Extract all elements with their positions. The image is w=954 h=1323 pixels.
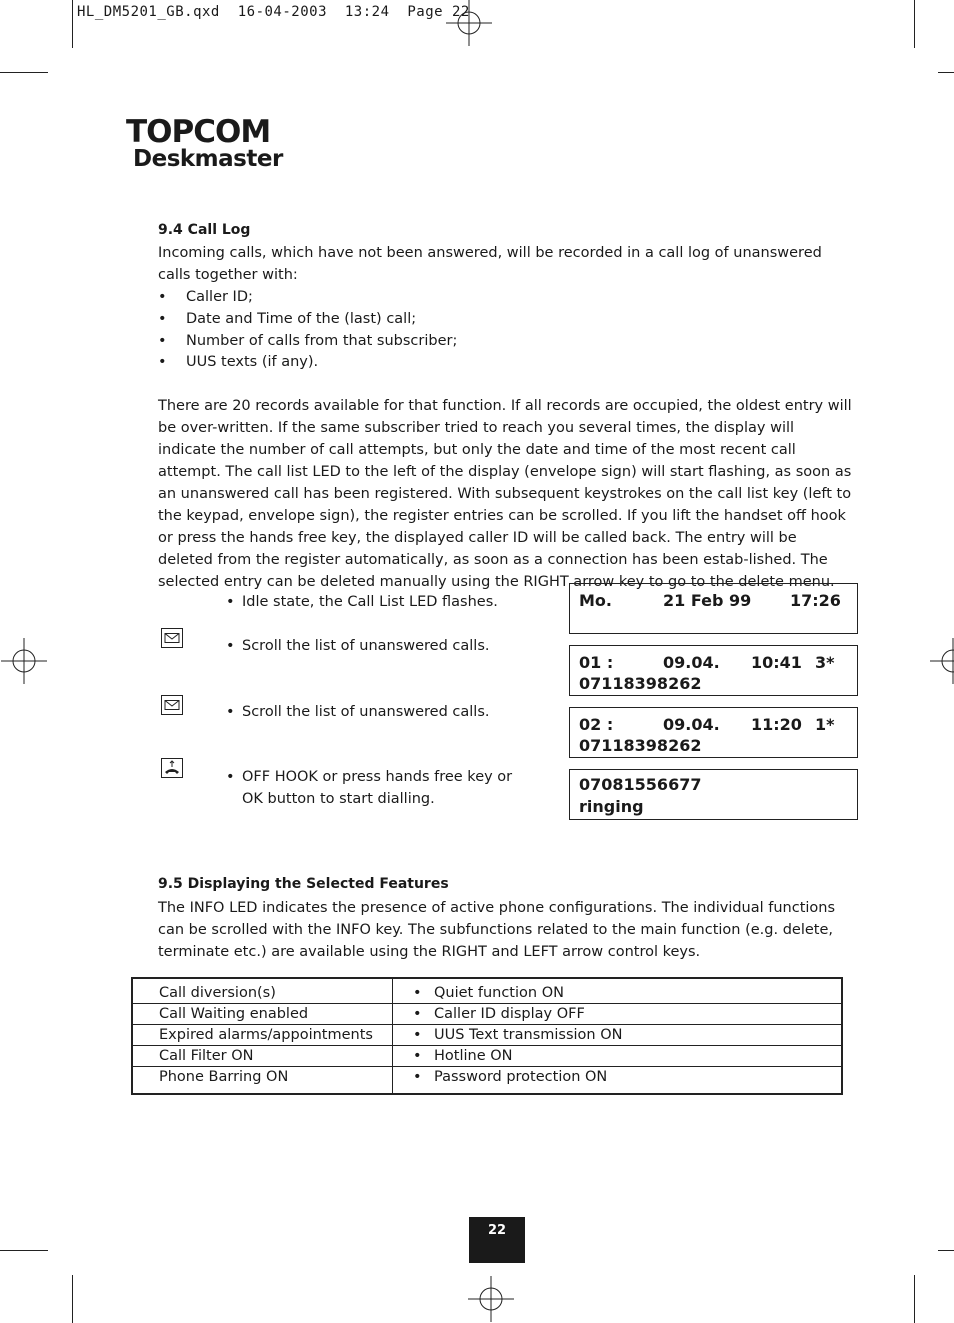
- table-row: [132, 1067, 842, 1095]
- lcd-display: 07081556677 ringing: [569, 769, 858, 820]
- svg-text:TOPCOM: TOPCOM: [126, 114, 271, 146]
- step-item: • Idle state, the Call List LED flashes.: [226, 594, 498, 610]
- table-row: [132, 1004, 842, 1025]
- table-cell: Call Filter ON: [132, 1046, 393, 1067]
- list-item: • Caller ID;: [158, 289, 253, 305]
- crop-mark: [938, 72, 954, 73]
- crop-mark: [72, 1275, 73, 1323]
- topcom-logo: [126, 112, 276, 146]
- table-cell: • Quiet function ON: [393, 978, 843, 1004]
- page-number: 22: [469, 1217, 525, 1263]
- list-item: • Date and Time of the (last) call;: [158, 311, 417, 327]
- registration-mark-icon: [930, 638, 954, 684]
- step-item: • Scroll the list of unanswered calls.: [226, 638, 490, 654]
- crop-mark: [0, 1250, 48, 1251]
- envelope-key-icon: [161, 695, 183, 715]
- table-cell: • Caller ID display OFF: [393, 1004, 843, 1025]
- step-item: • OFF HOOK or press hands free key or OK button to start dialling.: [226, 769, 513, 807]
- step-item: • Scroll the list of unanswered calls.: [226, 704, 490, 720]
- table-cell: • Hotline ON: [393, 1046, 843, 1067]
- registration-mark-icon: [1, 638, 47, 684]
- table-cell: • Password protection ON: [393, 1067, 843, 1095]
- list-item: • Number of calls from that subscriber;: [158, 333, 458, 349]
- crop-mark: [914, 0, 915, 48]
- section-heading-call-log: 9.4 Call Log: [158, 222, 251, 238]
- table-cell: Expired alarms/appointments: [132, 1025, 393, 1046]
- registration-mark-icon: [468, 1276, 514, 1322]
- file-slug-header: HL_DM5201_GB.qxd 16-04-2003 13:24 Page 22: [77, 4, 470, 20]
- lcd-display: 02 : 09.04. 11:20 1* 07118398262: [569, 707, 858, 758]
- call-log-body: There are 20 records available for that function. If all records are occupied, the oldest entry will be over-written. If the same subscriber tried to reach you several times, the display will indicate the number of call attempts, but only the date and time of the most recent call attempt. The call list LED to the left of the display (envelope sign) will start flashing, as soon as an unanswered call has been registered. With subsequent keystrokes on the call list key (left to the keypad, envelope sign), the register entries can be scrolled. If you lift the handset off hook or press the hands free key, the displayed caller ID will be called back. The entry will be deleted from the register automatically, as soon as a connection has been estab-lished. The selected entry can be deleted manually using the RIGHT arrow key to go to the delete menu.: [158, 398, 852, 590]
- table-cell: Call diversion(s): [132, 978, 393, 1004]
- features-table: [131, 977, 843, 1095]
- lcd-display: 01 : 09.04. 10:41 3* 07118398262: [569, 645, 858, 696]
- crop-mark: [72, 0, 73, 48]
- features-body: The INFO LED indicates the presence of active phone configurations. The individual functions can be scrolled with the INFO key. The subfunctions related to the main function (e.g. delete, terminate etc.) are available using the RIGHT and LEFT arrow control keys.: [158, 900, 836, 960]
- table-row: [132, 978, 842, 1004]
- crop-mark: [938, 1250, 954, 1251]
- table-row: [132, 1025, 842, 1046]
- crop-mark: [914, 1275, 915, 1323]
- handset-key-icon: [161, 758, 183, 778]
- call-log-intro: Incoming calls, which have not been answered, will be recorded in a call log of unanswered calls together with:: [158, 245, 822, 283]
- crop-mark: [0, 72, 48, 73]
- table-cell: Phone Barring ON: [132, 1067, 393, 1095]
- table-row: [132, 1046, 842, 1067]
- list-item: • UUS texts (if any).: [158, 354, 319, 370]
- table-cell: Call Waiting enabled: [132, 1004, 393, 1025]
- table-cell: • UUS Text transmission ON: [393, 1025, 843, 1046]
- product-name: Deskmaster: [133, 146, 283, 172]
- lcd-display: Mo. 21 Feb 99 17:26: [569, 583, 858, 634]
- envelope-key-icon: [161, 628, 183, 648]
- section-heading-features: 9.5 Displaying the Selected Features: [158, 876, 449, 892]
